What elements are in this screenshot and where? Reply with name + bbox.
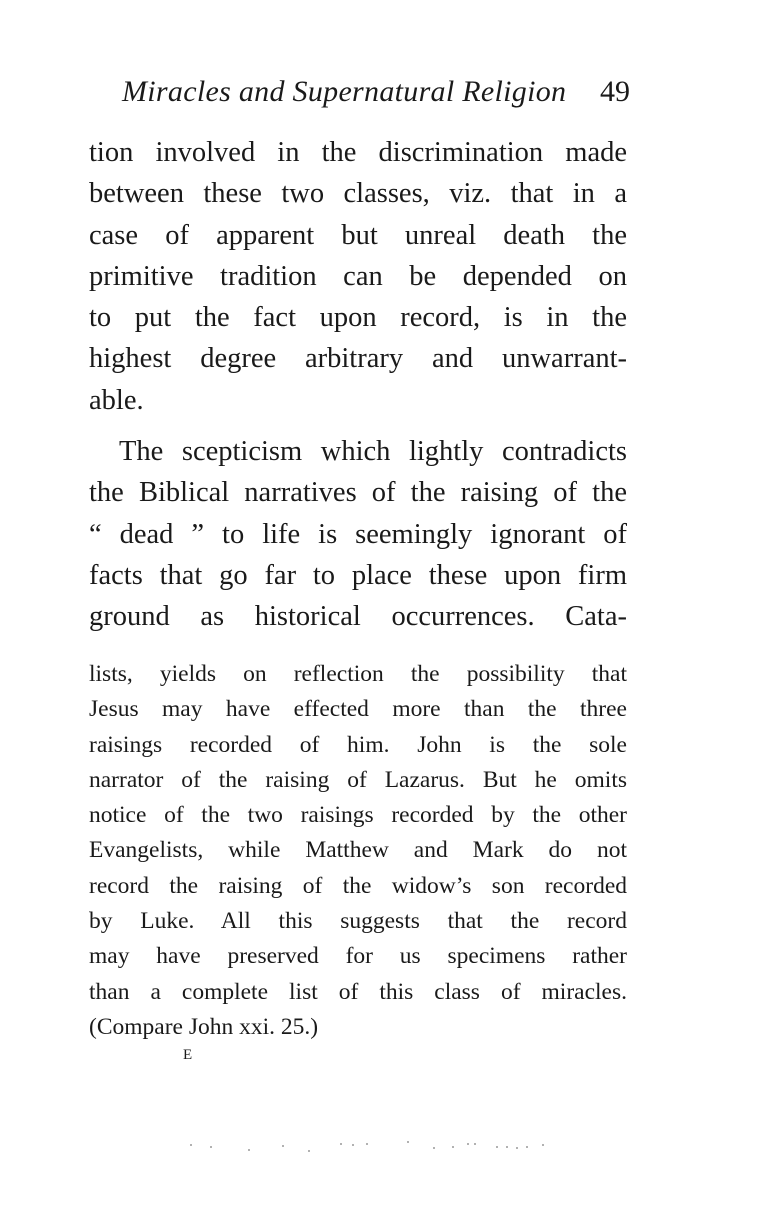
speck	[190, 1144, 192, 1146]
speck	[210, 1146, 212, 1148]
speck	[340, 1143, 342, 1145]
main-text-line: tion involved in the discrimination made	[89, 137, 627, 168]
main-text-line: The scepticism which lightly contradicts	[119, 436, 627, 468]
signature-mark: E	[183, 1047, 194, 1063]
footnote-line: than a complete list of this class of miracles.	[89, 978, 627, 1005]
speck	[467, 1143, 469, 1145]
main-text-line: facts that go far to place these upon firm	[89, 559, 627, 591]
main-text-line: to put the fact upon record, is in the	[89, 302, 627, 334]
main-text-line: ground as historical occurrences. Cata-	[89, 601, 627, 633]
speck	[433, 1147, 435, 1149]
scan-specks	[190, 1140, 550, 1152]
speck	[282, 1145, 284, 1147]
main-text-line: highest degree arbitrary and unwarrant-	[89, 343, 627, 375]
footnote-line: notice of the two raisings recorded by the other	[89, 802, 627, 829]
speck	[407, 1141, 409, 1143]
speck	[474, 1143, 476, 1145]
main-text-line: the Biblical narratives of the raising of the	[89, 477, 627, 509]
speck	[352, 1144, 354, 1146]
speck	[496, 1146, 498, 1148]
main-text-line: able.	[89, 384, 144, 416]
speck	[542, 1144, 544, 1146]
speck	[308, 1150, 310, 1152]
speck	[526, 1146, 528, 1148]
speck	[506, 1146, 508, 1148]
main-text-line: “ dead ” to life is seemingly ignorant of	[89, 518, 627, 550]
speck	[248, 1149, 250, 1151]
running-title: Miracles and Supernatural Religion	[122, 75, 567, 108]
main-text-line: primitive tradition can be depended on	[89, 260, 627, 292]
footnote-line: raisings recorded of him. John is the sole	[89, 731, 627, 758]
speck	[452, 1146, 454, 1148]
page-number: 49	[600, 75, 630, 108]
main-text-line: between these two classes, viz. that in a	[89, 178, 627, 210]
footnote-line: may have preserved for us specimens rather	[89, 943, 627, 970]
footnote-line: lists, yields on reflection the possibility that	[89, 661, 627, 687]
speck	[516, 1147, 518, 1149]
main-text	[89, 132, 627, 638]
footnote-line: Evangelists, while Matthew and Mark do not	[89, 837, 627, 864]
footnote-line: Jesus may have effected more than the three	[89, 696, 627, 723]
speck	[366, 1143, 368, 1145]
footnote-line: narrator of the raising of Lazarus. But he omits	[89, 766, 627, 793]
footnote-line: by Luke. All this suggests that the record	[89, 908, 627, 935]
footnote-line: (Compare John xxi. 25.)	[89, 1013, 319, 1040]
main-text-line: case of apparent but unreal death the	[89, 219, 627, 251]
footnote-line: record the raising of the widow’s son recorded	[89, 872, 627, 899]
running-head	[122, 70, 632, 114]
footnote	[89, 657, 627, 1045]
